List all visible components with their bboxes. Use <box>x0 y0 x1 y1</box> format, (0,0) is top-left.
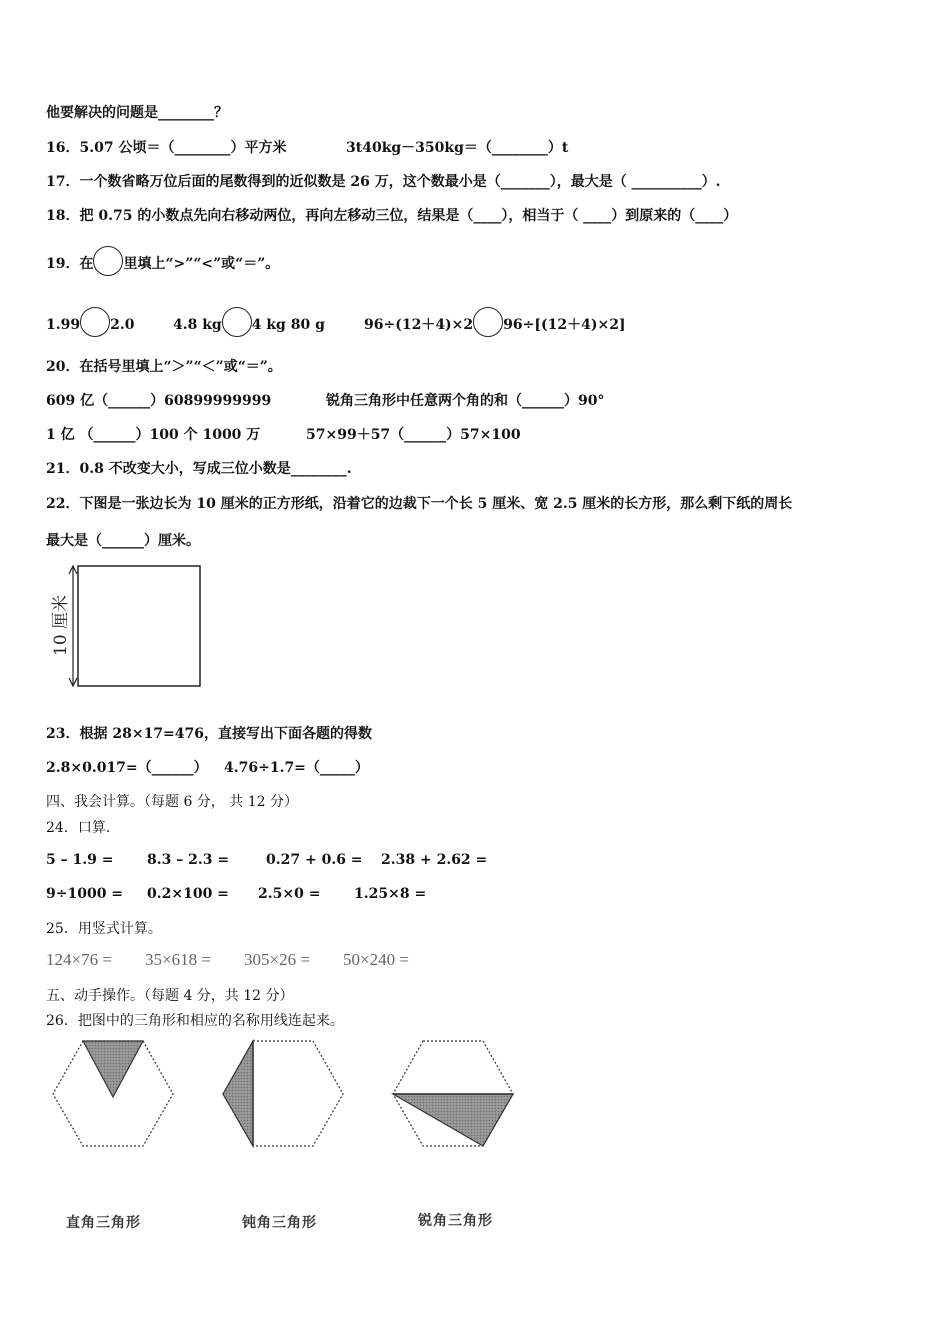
q19-prefix: 19．在 <box>46 256 94 272</box>
q19-item-1-right: 2.0 <box>110 317 135 333</box>
q19-item-3 <box>364 313 626 337</box>
compare-circle-icon[interactable] <box>473 307 503 337</box>
q23-b: 4.76÷1.7=（_____） <box>224 760 369 776</box>
q15-tail: 他要解决的问题是________？ <box>46 105 228 121</box>
q22-line2: 最大是（______）厘米。 <box>46 533 200 549</box>
q25-title: 25．用竖式计算。 <box>46 921 162 937</box>
q20-row2-a: 1 亿 （______）100 个 1000 万 <box>46 427 261 443</box>
label-acute-triangle[interactable]: 锐角三角形 <box>418 1213 493 1229</box>
q26-title: 26．把图中的三角形和相应的名称用线连起来。 <box>46 1013 344 1029</box>
section-4-heading: 四、我会计算。（每题 6 分， 共 12 分） <box>46 794 298 810</box>
q17: 17．一个数省略万位后面的尾数得到的近似数是 26 万，这个数最小是（_______），最大是（ __________）. <box>46 174 721 190</box>
q20-title: 20．在括号里填上“＞”“＜”或“＝”。 <box>46 359 282 375</box>
hexagon-3 <box>393 1041 513 1146</box>
q24-r1-c1: 5 – 1.9 = <box>46 852 114 868</box>
q25-item-3: 305×26 = <box>244 950 310 969</box>
q24-r2-c3: 2.5×0 = <box>258 886 321 902</box>
q24-title: 24．口算. <box>46 820 111 836</box>
hexagon-2 <box>223 1041 343 1146</box>
acute-triangle-shape[interactable] <box>393 1094 513 1146</box>
q22-line1: 22．下图是一张边长为 10 厘米的正方形纸，沿着它的边裁下一个长 5 厘米、宽 2.5 厘米的长方形，那么剩下纸的周长 <box>46 496 793 512</box>
q25-item-4: 50×240 = <box>343 950 409 969</box>
q16-part-a: 16．5.07 公顷＝（________）平方米 <box>46 140 287 156</box>
q18: 18．把 0.75 的小数点先向右移动两位，再向左移动三位，结果是（____），相当于（ ____）到原来的（____） <box>46 208 738 224</box>
compare-circle-icon <box>93 246 123 276</box>
q19-item-3-left: 96÷(12＋4)×2 <box>364 317 474 333</box>
q19-item-2-right: 4 kg 80 g <box>251 317 325 333</box>
q19-item-1-left: 1.99 <box>46 317 81 333</box>
q19-title <box>46 252 279 276</box>
q16-part-b: 3t40kg－350kg＝（________）t <box>346 140 569 156</box>
q24-r2-c4: 1.25×8 = <box>354 886 427 902</box>
q21: 21．0.8 不改变大小，写成三位小数是________. <box>46 461 352 477</box>
square-shape <box>78 566 200 686</box>
figure-dimension-label: 10 厘米 <box>51 594 71 656</box>
right-triangle-shape[interactable] <box>83 1041 143 1097</box>
q24-r1-c4: 2.38 + 2.62 = <box>381 852 488 868</box>
section-5-heading: 五、动手操作。（每题 4 分，共 12 分） <box>46 988 294 1004</box>
q23-title: 23．根据 28×17=476，直接写出下面各题的得数 <box>46 726 373 742</box>
q24-r2-c1: 9÷1000 = <box>46 886 124 902</box>
q24-r1-c2: 8.3 – 2.3 = <box>147 852 230 868</box>
q25-item-1: 124×76 = <box>46 950 112 969</box>
q23-a: 2.8×0.017=（______） <box>46 760 208 776</box>
compare-circle-icon[interactable] <box>80 307 110 337</box>
q24-r1-c3: 0.27 + 0.6 = <box>266 852 363 868</box>
q24-r2-c2: 0.2×100 = <box>147 886 229 902</box>
hexagon-1 <box>53 1041 173 1146</box>
q25-item-2: 35×618 = <box>145 950 211 969</box>
q20-row1-b: 锐角三角形中任意两个角的和（______）90° <box>326 393 605 409</box>
label-right-triangle[interactable]: 直角三角形 <box>66 1215 141 1231</box>
q19-item-1 <box>46 313 134 337</box>
square-paper-figure <box>44 560 214 690</box>
hexagon-figures <box>40 1035 540 1155</box>
obtuse-triangle-shape[interactable] <box>223 1041 253 1146</box>
q19-item-3-right: 96÷[(12＋4)×2] <box>503 317 626 333</box>
compare-circle-icon[interactable] <box>222 307 252 337</box>
q19-item-2 <box>173 313 325 337</box>
q19-suffix: 里填上“>”“<”或“＝”。 <box>123 256 280 272</box>
q20-row2-b: 57×99＋57（______）57×100 <box>306 427 521 443</box>
label-obtuse-triangle[interactable]: 钝角三角形 <box>242 1215 317 1231</box>
q19-item-2-left: 4.8 kg <box>173 317 222 333</box>
q20-row1-a: 609 亿（______）60899999999 <box>46 393 272 409</box>
